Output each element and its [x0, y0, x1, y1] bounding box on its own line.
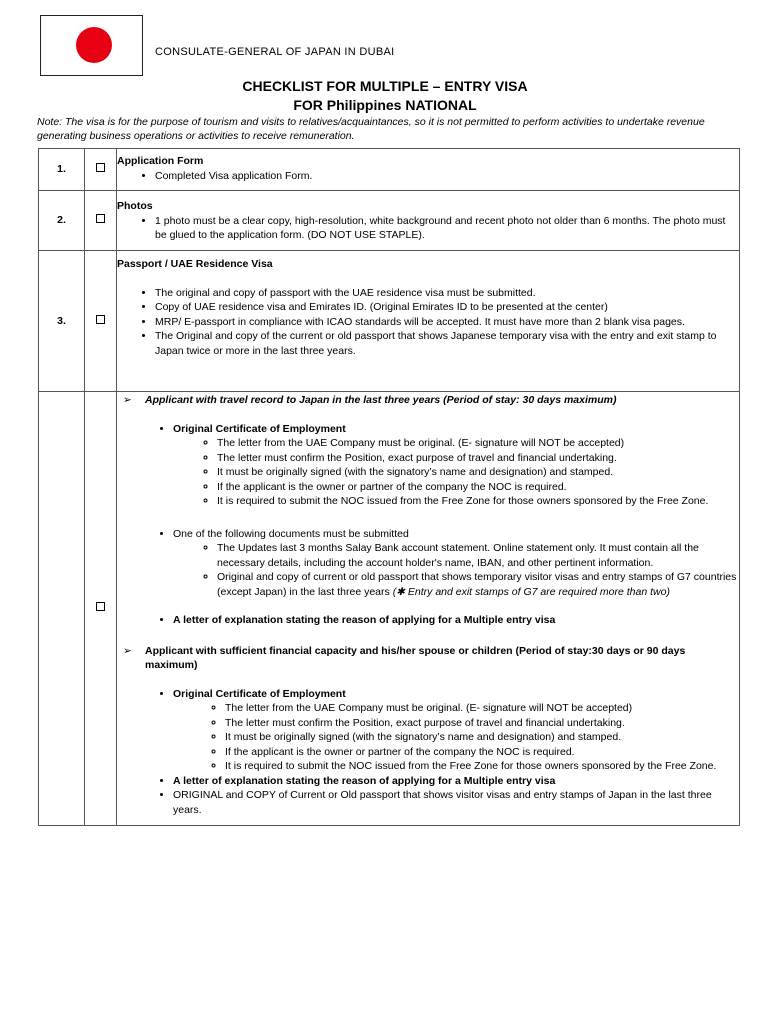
- checkbox[interactable]: [96, 602, 105, 611]
- consulate-name: CONSULATE-GENERAL OF JAPAN IN DUBAI: [155, 46, 395, 58]
- list-item: ◦ If the applicant is the owner or partner of the company the NOC is required.: [225, 745, 739, 760]
- g7-note: (✱ Entry and exit stamps of G7 are required more than two): [392, 585, 670, 598]
- checkbox[interactable]: [96, 214, 105, 223]
- japan-flag: [40, 15, 143, 76]
- row-number: 2.: [39, 191, 85, 251]
- checkbox[interactable]: [96, 163, 105, 172]
- note-text: Note: The visa is for the purpose of tourism and visits to relatives/acquaintances, so it is not permitted to perform activities to undertake revenue generating business operations or activities to receive remuneration.: [37, 116, 705, 142]
- list-item: ◦ It is required to submit the NOC issued from the Free Zone for those owners sponsored by the Free Zone.: [225, 759, 739, 774]
- list-item: • Copy of UAE residence visa and Emirates ID. (Original Emirates ID to be presented at the center): [155, 300, 739, 315]
- section-b-heading: Applicant with sufficient financial capacity and his/her spouse or children (Period of stay:30 days or 90 days maximum): [145, 644, 686, 671]
- checkbox-cell: [85, 251, 117, 392]
- row-number: 3.: [39, 251, 85, 392]
- checkbox[interactable]: [96, 315, 105, 324]
- explanation-letter-item: • A letter of explanation stating the reason of applying for a Multiple entry visa: [173, 613, 739, 628]
- section-title: Application Form: [117, 155, 204, 167]
- section-b: [145, 644, 739, 818]
- list-item: ◦ The letter from the UAE Company must be original. (E- signature will NOT be accepted): [217, 436, 739, 451]
- checklist-row-2: [39, 191, 740, 251]
- list-item: • The original and copy of passport with the UAE residence visa must be submitted.: [155, 286, 739, 301]
- page-title: CHECKLIST FOR MULTIPLE – ENTRY VISA: [242, 78, 528, 94]
- checklist-row-3: [39, 251, 740, 392]
- flag-red-disc: [76, 27, 112, 63]
- checklist-row-4: [39, 392, 740, 826]
- list-item: • The Original and copy of the current or old passport that shows Japanese temporary visa with the entry and exit stamp to Japan twice or more in the last three years.: [155, 329, 739, 358]
- employment-certificate-item: [173, 422, 739, 509]
- row-content: [117, 149, 740, 191]
- list-item: ◦ The letter must confirm the Position, exact purpose of travel and financial undertaking.: [217, 451, 739, 466]
- checkbox-cell: [85, 191, 117, 251]
- section-a-heading: Applicant with travel record to Japan in the last three years (Period of stay: 30 days maximum): [145, 394, 617, 406]
- row-content: [117, 191, 740, 251]
- section-title: Photos: [117, 200, 153, 212]
- explanation-letter-item: • A letter of explanation stating the reason of applying for a Multiple entry visa: [173, 774, 739, 789]
- list-item: ◦ The letter must confirm the Position, exact purpose of travel and financial undertaking.: [225, 716, 739, 731]
- row-content: [117, 392, 740, 826]
- checklist-table: [38, 148, 740, 826]
- employment-title: Original Certificate of Employment: [173, 687, 346, 700]
- row-number: 1.: [39, 149, 85, 191]
- section-a: [145, 393, 739, 628]
- row-number: [39, 392, 85, 826]
- checkbox-cell: [85, 149, 117, 191]
- list-item: • 1 photo must be a clear copy, high-resolution, white background and recent photo not older than 6 months. The photo must be glued to the application form. (DO NOT USE STAPLE).: [155, 214, 739, 243]
- list-item: ◦ The letter from the UAE Company must be original. (E- signature will NOT be accepted): [225, 701, 739, 716]
- list-item: • MRP/ E-passport in compliance with ICAO standards will be accepted. It must have more than 2 blank visa pages.: [155, 315, 739, 330]
- documents-title: One of the following documents must be submitted: [173, 527, 409, 540]
- passport-copy-item: • ORIGINAL and COPY of Current or Old passport that shows visitor visas and entry stamps of Japan in the last three years.: [173, 788, 739, 817]
- list-item: ◦ It is required to submit the NOC issued from the Free Zone for those owners sponsored by the Free Zone.: [217, 494, 739, 509]
- documents-item: [173, 527, 739, 600]
- list-item: [217, 570, 739, 599]
- employment-title: Original Certificate of Employment: [173, 422, 346, 435]
- list-item: • Completed Visa application Form.: [155, 169, 739, 184]
- list-item: ◦ It must be originally signed (with the signatory’s name and designation) and stamped.: [225, 730, 739, 745]
- checkbox-cell: [85, 392, 117, 826]
- row-content: [117, 251, 740, 392]
- page-subtitle: FOR Philippines NATIONAL: [293, 97, 477, 113]
- section-title: Passport / UAE Residence Visa: [117, 258, 273, 270]
- list-item: ◦ The Updates last 3 months Salay Bank account statement. Online statement only. It must contain all the necessary details, including the account holder's name, IBAN, and other pertinent information.: [217, 541, 739, 570]
- employment-certificate-item: [173, 687, 739, 774]
- list-item-text: Original and copy of current or old passport that shows temporary visitor visas and entry stamps of G7 countries (except Japan) in the last three years: [217, 571, 737, 598]
- list-item: ◦ It must be originally signed (with the signatory’s name and designation) and stamped.: [217, 465, 739, 480]
- checklist-row-1: [39, 149, 740, 191]
- list-item: ◦ If the applicant is the owner or partner of the company the NOC is required.: [217, 480, 739, 495]
